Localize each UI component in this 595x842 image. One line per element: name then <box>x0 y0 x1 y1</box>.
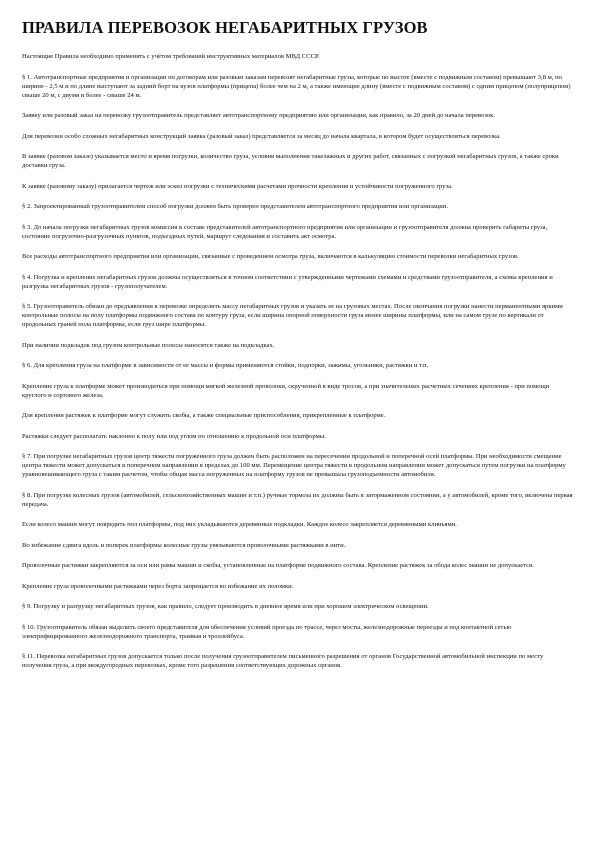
paragraph: Во избежание сдвига вдоль и поперек платформы колесные грузы увязываются проволочными растяжками в нити. <box>22 541 346 549</box>
paragraph: К заявке (разовому заказу) прилагается чертеж или эскиз погрузки с техническими расчетами прочности крепления и устойчивости погруженного груза. <box>22 182 453 190</box>
paragraph: Для перевозки особо сложных негабаритных конструкций заявка (разовый заказ) представляется за месяц до начала квартала, в котором будет осуществляться перевозка. <box>22 132 501 140</box>
paragraph: Крепление груза к платформе может производиться при помощи мягкой железной проволоки, скрученной в виде тросов, а при значительных расчетных сечениях крепления - при помощи круглого и сортового железа. <box>22 382 550 399</box>
paragraph-section-11: § 11. Перевозка негабаритных грузов допускается только после получения грузоотправителем письменного разрешения от органов Государственной автомобильной инспекции по месту получения груза, а при междугородных перевозках, кроме того разрешения соответствующих дорожных органов. <box>22 653 544 669</box>
paragraph-intro: Настоящие Правила необходимо применять с учётом требований инструктивных материалов МВД СССР. <box>22 53 320 60</box>
paragraph: Заявку или разовый заказ на перевозку грузоотправитель представляет автотранспортному предприятию или организации, как правило, за 20 дней до начала перевозок. <box>22 112 496 119</box>
paragraph-section-3: § 3. До начала погрузки негабаритных грузов комиссия в составе представителей автотранспортного предприятия или организации и грузоотправителя должна проверить габариты груза, состояние погрузочно-разгрузочных пунктов, подъездных путей, маршрут следования и составить акт осмотра. <box>22 223 548 240</box>
paragraph: При наличии подкладок под грузом контрольные полосы наносятся также на подкладках. <box>22 341 275 349</box>
paragraph: В заявке (разовом заказе) указывается место и время погрузки, количество груза, условия выполнения такелажных и других работ, связанных с погрузкой негабаритных грузов, а также сроки доставки груза. <box>22 153 559 169</box>
paragraph-section-8: § 8. При погрузке колесных грузов (автомобилей, сельскохозяйственных машин и т.п.) ручные тормоза их должны быть в затормаженном состоянии, а у автомобилей, кроме того, включена первая передача. <box>22 491 573 508</box>
document-page <box>22 18 574 682</box>
paragraph-section-10: § 10. Грузоотправитель обязан выделить своего представителя для обеспечения условий проезда по трассе, через мосты, железнодорожные переезды и под контактной сетью электрифицированного железнодорожного транспорта, трамвая и троллейбуса. <box>22 623 512 640</box>
paragraph-section-6: § 6. Для крепления груза на платформе в зависимости от ее массы и формы применяются стойки, подпорки, зажимы, угольники, растяжки и т.п. <box>22 362 429 369</box>
paragraph: Растяжки следует располагать наклонно к полу или под углом по отношению к продольной оси платформы. <box>22 432 326 440</box>
paragraph: Если колесо машин могут повредить пол платформы, под них укладываются деревянные подкладки. Каждое колесо закрепляется деревянными клиньями. <box>22 521 457 528</box>
paragraph: Проволочные растяжки закрепляются за оси или рамы машин и скобы, установленные на платформе подвижного состава. Крепление растяжек за обода колес машин не допускается. <box>22 562 534 569</box>
document-title: ПРАВИЛА ПЕРЕВОЗОК НЕГАБАРИТНЫХ ГРУЗОВ <box>22 18 428 37</box>
paragraph-section-9: § 9. Погрузку и разгрузку негабаритных грузов, как правило, следует производить в дневное время или при хорошем электрическом освещении. <box>22 603 429 610</box>
paragraph-section-1: § 1. Автотранспортные предприятия и организации по договорам или разовым заказам перевозят негабаритные грузы, которые по высоте (вместе с подвижным составом) превышают 3,8 м, по ширине - 2,5 м и по длине выступают за задний борт на кузов платформы (прицепа) более чем на 2 м, а также имеющие длину (вместе с подвижным составом) с одним прицепом (полуприцепом) свыше 20 м, с двумя и более - свыше 24 м. <box>22 73 571 99</box>
paragraph-section-7: § 7. При погрузке негабаритных грузов центр тяжести погруженного груза должен быть расположен на пересечении продольной и поперечной осей платформы. При необходимости смещение центра тяжести может допускаться в поперечном направлении в пределах до 100 мм. Перемещение центра тяжести в продольном направлении может допускаться путем погрузки на платформу уравновешивающего груза с таким расчетом, чтобы общая масса погруженных на платформу грузов не превышала грузоподъемности автомобиля. <box>22 453 566 478</box>
paragraph: Для крепления растяжек к платформе могут служить скобы, а также специальные приспособления, прикрепленные к платформе. <box>22 412 386 419</box>
paragraph-section-5: § 5. Грузоотправитель обязан до предъявления к перевозке определить массу негабаритных грузов и указать ее на грузовых местах. После окончания погрузки нанести перманентными яркими контрольные полосы на полу платформы подвижного состава по контуру груза, если ширина опорной поверхности груза менее ширины платформы, или на самом грузе по вертикали от продольных граней пола платформы, если груз шире платформы. <box>22 303 563 328</box>
paragraph-section-4: § 4. Погрузка и крепление негабаритных грузов должны осуществляться в точном соответствии с утвержденными чертежами схемами и средствами грузоотправителя, а схемы крепления и разгрузка негабаритных грузов - грузополучателем. <box>22 273 553 290</box>
paragraph-section-2: § 2. Запроектированный грузоотправителем способ погрузки должен быть проверен представителем автотранспортного предприятия или организации. <box>22 203 449 210</box>
paragraph: Все расходы автотранспортного предприятия или организации, связанные с проведением осмотра груза, включаются в калькуляцию стоимости перевозки негабаритных грузов. <box>22 253 519 260</box>
paragraph: Крепление груза проволочными растяжками через борта запрещается во избежание их поломки. <box>22 582 294 590</box>
